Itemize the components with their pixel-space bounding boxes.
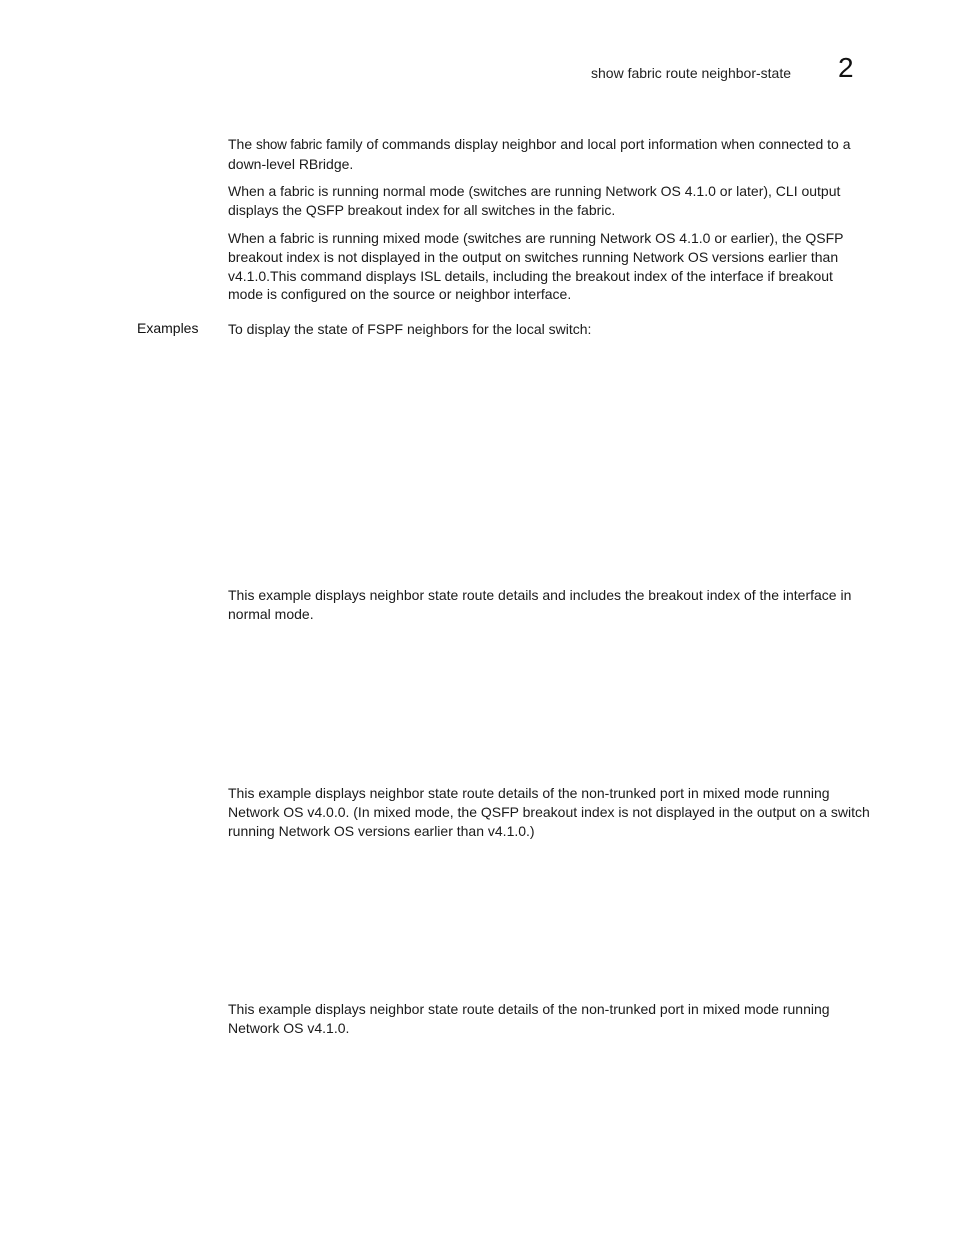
example-intro-paragraph: To display the state of FSPF neighbors for the local switch: [228, 321, 592, 337]
normal-mode-example-paragraph: This example displays neighbor state route details and includes the breakout index of the interface in normal mode. [228, 587, 852, 622]
examples-label: Examples [137, 320, 199, 336]
normal-mode-paragraph: When a fabric is running normal mode (switches are running Network OS 4.1.0 or later), CLI output displays the QSFP breakout index for all switches in the fabric. [228, 183, 841, 218]
intro-paragraph [228, 135, 870, 174]
mixed-mode-v400-example-paragraph: This example displays neighbor state route details of the non-trunked port in mixed mode running Network OS v4.0.0. (In mixed mode, the QSFP breakout index is not displayed in the output on a switch running Network OS versions earlier than v4.1.0.) [228, 785, 870, 839]
mixed-mode-v410-example-paragraph: This example displays neighbor state route details of the non-trunked port in mixed mode running Network OS v4.1.0. [228, 1001, 830, 1036]
command-name: show fabric [256, 137, 323, 152]
running-header-title: show fabric route neighbor-state [591, 65, 791, 81]
intro-suffix: family of commands display neighbor and local port information when connected to a down-level RBridge. [228, 136, 851, 172]
mixed-mode-paragraph: When a fabric is running mixed mode (switches are running Network OS 4.1.0 or earlier), the QSFP breakout index is not displayed in the output on switches running Network OS versions earlier than v4.1.0.This command displays ISL details, including the breakout index of the interface if breakout mode is configured on the source or neighbor interface. [228, 230, 844, 303]
chapter-number: 2 [838, 52, 854, 83]
intro-prefix: The [228, 136, 257, 152]
